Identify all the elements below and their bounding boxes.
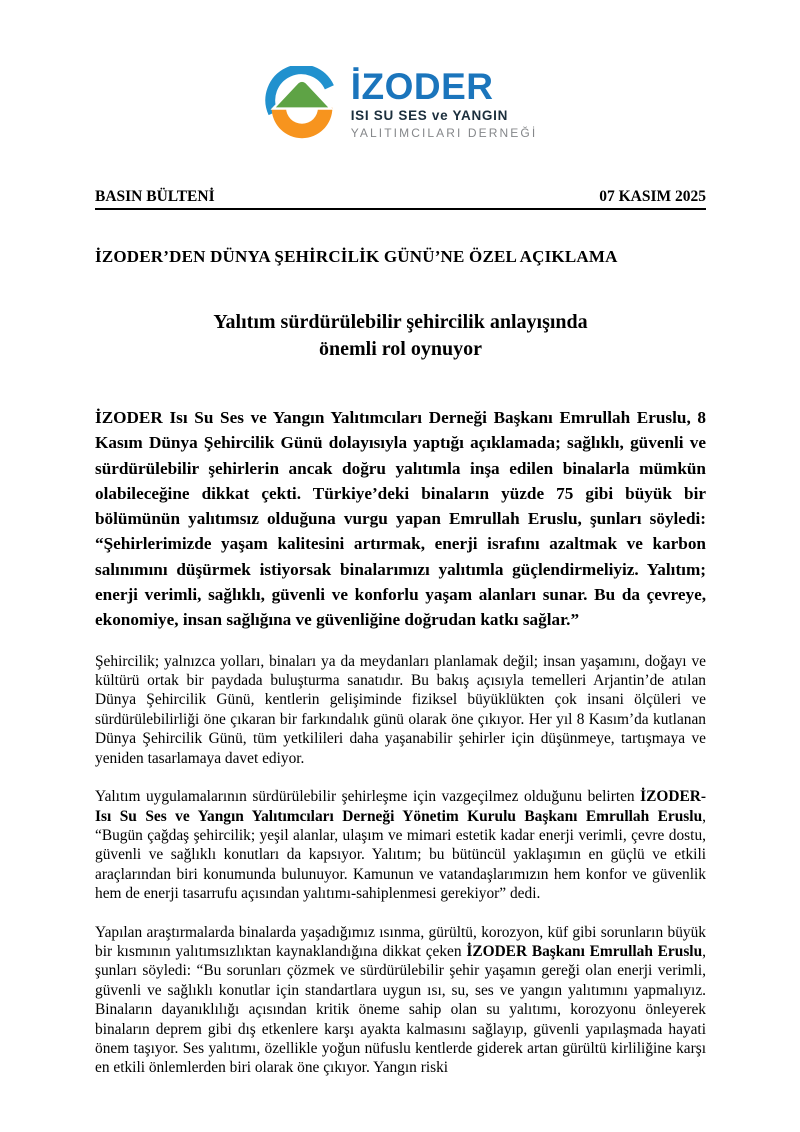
press-bulletin-label: BASIN BÜLTENİ — [95, 188, 215, 205]
text-run: Şehircilik; yalnızca yolları, binaları ya da meydanları planlamak değil; insan yaşamını, doğayı ve kültürü ortak bir paydada buluşturma sanatıdır. Bu bakış açısıyla temelleri Arjantin’de atılan Dünya Şehircilik Günü, kentlerin gelişiminde fiziksel büyüklükten çok insani ölçüleri ve sürdürülebilirliği öne çıkaran bir farkındalık günü olarak öne çıkıyor. Her yıl 8 Kasım’da kutlanan Dünya Şehircilik Günü, tüm yetkilileri daha yaşanabilir şehirler için düşünmeye, tartışmaya ve yeniden tasarlamaya davet ediyor. — [95, 652, 706, 767]
bold-text-run: İZODER-Isı Su Ses ve Yangın Yalıtımcıları Derneği Yönetim Kurulu Başkanı Emrullah Eruslu — [95, 788, 706, 825]
body-paragraph-1 — [95, 652, 706, 768]
brand-name: İZODER — [350, 65, 494, 107]
body-paragraph-3 — [95, 923, 706, 1078]
text-run: Yapılan araştırmalarda binalarda yaşadığımız ısınma, gürültü, korozyon, küf gibi sorunların büyük bir kısmının yalıtımsızlıktan kaynaklandığına dikkat çeken — [95, 923, 706, 960]
izoder-circle-icon — [264, 66, 340, 142]
text-run: Yalıtım uygulamalarının sürdürülebilir şehirleşme için vazgeçilmez olduğunu belirten — [95, 788, 641, 806]
headline: İZODER’DEN DÜNYA ŞEHİRCİLİK GÜNÜ’NE ÖZEL AÇIKLAMA — [95, 247, 618, 266]
lead-paragraph: İZODER Isı Su Ses ve Yangın Yalıtımcıları Derneği Başkanı Emrullah Eruslu, 8 Kasım Dünya Şehircilik Günü dolayısıyla yaptığı açıklamada; sağlıklı, güvenli ve sürdürülebilir şehirlerin ancak doğru yalıtımla inşa edilen binalarla mümkün olabileceğine dikkat çekti. Türkiye’deki binaların yüzde 75 gibi büyük bir bölümünün yalıtımsız olduğuna vurgu yapan Emrullah Eruslu, şunları söyledi: “Şehirlerimizde yaşam kalitesini artırmak, enerji israfını azaltmak ve karbon salınımını düşürmek istiyorsak binalarımızı yalıtımla güçlendirmeliyiz. Yalıtım; enerji verimli, sağlıklı, güvenli ve konforlu yaşam alanları sunar. Bu da çevreye, ekonomiye, insan sağlığına ve güvenliğine doğrudan katkı sağlar.” — [95, 408, 706, 630]
text-run: , “Bugün çağdaş şehircilik; yeşil alanlar, ulaşım ve mimari estetik kadar enerji verimli, çevre dostu, güvenli ve sağlıklı konutları da kapsıyor. Yalıtım; bu bütüncül yaklaşımın en güçlü ve etkili araçlarından biri konumunda bulunuyor. Kamunun ve vatandaşlarımızın hem konfor ve güvenlik hem de enerji tasarrufu açısından yalıtımı-sahiplenmesi gerekiyor” dedi. — [95, 807, 706, 903]
press-header-row — [95, 188, 706, 210]
article-title — [95, 309, 706, 363]
bold-text-run: İZODER Başkanı Emrullah Eruslu — [466, 942, 703, 960]
logo-subtitle-line2: YALITIMCILARI DERNEĞİ — [350, 125, 538, 140]
logo-subtitle-line1: ISI SU SES ve YANGIN — [350, 107, 509, 123]
article-title-line1: Yalıtım sürdürülebilir şehircilik anlayışında — [213, 311, 588, 333]
article-title-line2: önemli rol oynuyor — [319, 338, 482, 360]
logo-text — [350, 65, 538, 140]
date-label: 07 KASIM 2025 — [599, 188, 706, 205]
text-run: , şunları söyledi: “Bu sorunları çözmek ve sürdürülebilir şehir yaşamın gereği olan enerji verimli, güvenli ve sağlıklı konutlar için standartlara uygun ısı, su, ses ve yangın yalıtımını yapmalıyız. Binaların dayanıklılığı açısından kritik öneme sahip olan su yalıtımı, korozyonu önleyerek binaların deprem gibi dış etkenlere karşı ayakta kalmasını sağlayıp, güvenli yapılaşmada hayati önem taşıyor. Ses yalıtımı, özellikle yoğun nüfuslu kentlerde giderek artan gürültü kirliliğine karşı en etkili önlemlerden biri olarak öne çıkıyor. Yangın riski — [95, 942, 707, 1077]
body-paragraph-2 — [95, 787, 706, 903]
izoder-logo — [95, 0, 706, 142]
